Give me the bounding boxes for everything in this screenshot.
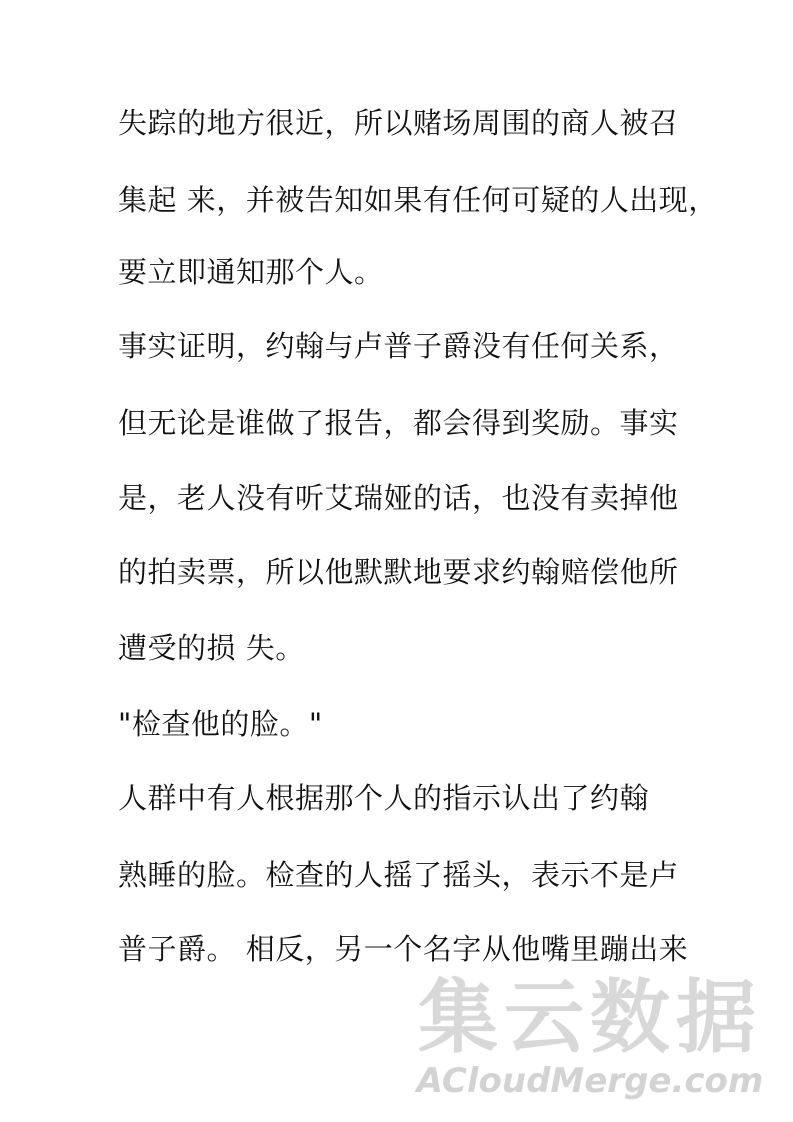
- text-line-6: 是，老人没有听艾瑞娅的话，也没有卖掉他: [118, 481, 679, 515]
- watermark-chinese: 集云数据: [418, 971, 762, 1064]
- text-line-10: 人群中有人根据那个人的指示认出了约翰: [118, 781, 650, 815]
- watermark-english: ACloudMerge.com: [416, 1061, 764, 1101]
- text-line-12: 普子爵。 相反，另一个名字从他嘴里蹦出来: [118, 932, 689, 966]
- text-line-2: 集起 来，并被告知如果有任何可疑的人出现，: [118, 183, 718, 217]
- text-line-1: 失踪的地方很近，所以赌场周围的商人被召: [118, 106, 679, 140]
- text-line-9: "检查他的脸。": [118, 707, 323, 741]
- text-line-11: 熟睡的脸。检查的人摇了摇头，表示不是卢: [118, 858, 679, 892]
- text-line-8: 遭受的损 失。: [118, 631, 305, 665]
- text-line-5: 但无论是谁做了报告，都会得到奖励。事实: [118, 406, 679, 440]
- text-line-4: 事实证明，约翰与卢普子爵没有任何关系，: [118, 329, 679, 363]
- text-line-3: 要立即通知那个人。: [118, 255, 384, 289]
- text-line-7: 的拍卖票，所以他默默地要求约翰赔偿他所: [118, 555, 679, 589]
- watermark: [405, 971, 775, 1104]
